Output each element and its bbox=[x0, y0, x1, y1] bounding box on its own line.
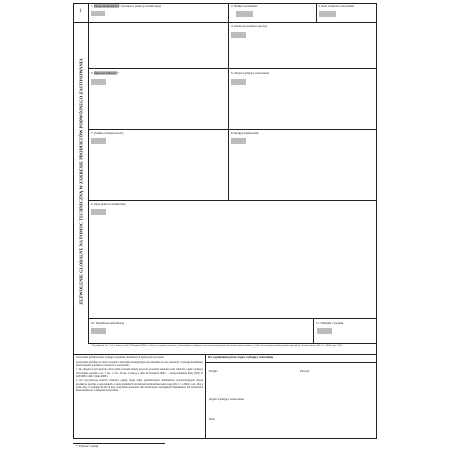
field-1-highlight: Eksporter/Dostawca bbox=[94, 4, 120, 8]
field-2-input[interactable] bbox=[236, 11, 253, 17]
field-7-label: 7. Podmiot (miejscowość) bbox=[91, 131, 124, 135]
signature-label: Podpis bbox=[209, 369, 218, 373]
field-5-input[interactable] bbox=[91, 79, 106, 85]
date-label: Data bbox=[209, 417, 215, 421]
field-6-input[interactable] bbox=[231, 79, 246, 85]
conditions-paragraph: 1. Do eksportu (wywozu) lub obrotu tymi towarami należy stosować procedury ustalone przez właściwy organ wydający zezwolenie, zgodnie z art. 7 ust. 1 i art. 20 ust. 2 ustawy z dnia 29 listopada 2000 r. – Rozporządzenie Rady (WE) nr 428/2009 z dnia 5 maja 2009 r. bbox=[76, 368, 203, 378]
official-panel-header: Do wypełnienia przez organ wydający zezwolenie bbox=[208, 355, 274, 359]
conditions-paragraph: Zezwolenie globalne na obrót towarami o znaczeniu strategicznym jest udzielane na czas określony i wymaga dokładnego przestrzegania warunków zawartych w zezwoleniu. bbox=[76, 360, 203, 367]
conditions-text bbox=[76, 356, 203, 392]
field-3-label: 3. Data ważności zezwolenia bbox=[318, 4, 354, 8]
field-9-label: 9. Opis pomocy technicznej bbox=[91, 202, 126, 206]
field-6-label: 6. Organ wydający zezwolenie bbox=[231, 71, 270, 75]
field-3-input[interactable] bbox=[319, 11, 336, 17]
field-4-label: 4. Osoba prowadząca sprawę bbox=[231, 24, 268, 28]
conditions-paragraph: 2. Do wyrywkowej kontroli właściwe organy mogą żądać przedstawienia dokumentów potwierdzających użycie produktów zgodnie z zezwoleniem, a także pisemnych oświadczeń użytkownika końcowego (Dz. U. z 2004 r. poz. 194, z późn. zm.), w terminie 30 dni od daty otrzymania wezwania. Nie dostarczenie wymaganych dokumentów lub oświadczeń może skutkować cofnięciem zezwolenia. bbox=[76, 379, 203, 392]
field-11-label: 11. Warunki i wydatki bbox=[316, 321, 344, 325]
form-side-title: ZEZWOLENIE GLOBALNE NA POMOC TECHNICZNĄ W ZAKRESIE PRODUKTÓW PODWÓJNEGO ZASTOSOWANIA bbox=[78, 58, 84, 305]
field-4-input[interactable] bbox=[231, 32, 246, 38]
field-10-input[interactable] bbox=[91, 328, 106, 334]
field-8-input[interactable] bbox=[231, 138, 246, 144]
field-7-input[interactable] bbox=[91, 138, 106, 144]
legal-note: Na podstawie art. 7 ust. 1 ustawy z dnia 29 listopada 2000 r. o obrocie z zagranicą towarami, technologiami i usługami o znaczeniu strategicznym dla bezpieczeństwa państwa, a także dla utrzymania międzynarodowego pokoju i bezpieczeństwa (Dz. U. z 2004 r. poz. 194) bbox=[92, 345, 342, 347]
field-10-label: 10. Dodatkowe informacje bbox=[91, 321, 125, 325]
field-5-highlight: Importer/Odbiorca bbox=[94, 71, 118, 75]
field-5-label: 5. Importer/Odbiorca* bbox=[91, 71, 119, 75]
footnote: * Wybrać rodzaj bbox=[76, 444, 99, 448]
field-1-input[interactable] bbox=[91, 11, 105, 16]
field-8-label: 8. Kraj(e) użytkownik bbox=[231, 131, 259, 135]
field-11-input[interactable] bbox=[317, 328, 332, 334]
conditions-paragraph: Zezwolenie globalne może wymagać uzyskania dodatkowych zgód przed wywozem. bbox=[76, 356, 165, 359]
issuing-authority-label: Organ wydający zezwolenie bbox=[209, 397, 244, 401]
stamp-label: Pieczęć bbox=[300, 369, 310, 373]
field-1-label: 1. Eksporter/Dostawca* (dostawca pomocy technicznej) bbox=[91, 4, 161, 8]
section-number: 1 bbox=[79, 9, 82, 14]
field-2-label: 2. Numer zezwolenia bbox=[231, 4, 258, 8]
field-9-input[interactable] bbox=[91, 209, 106, 215]
